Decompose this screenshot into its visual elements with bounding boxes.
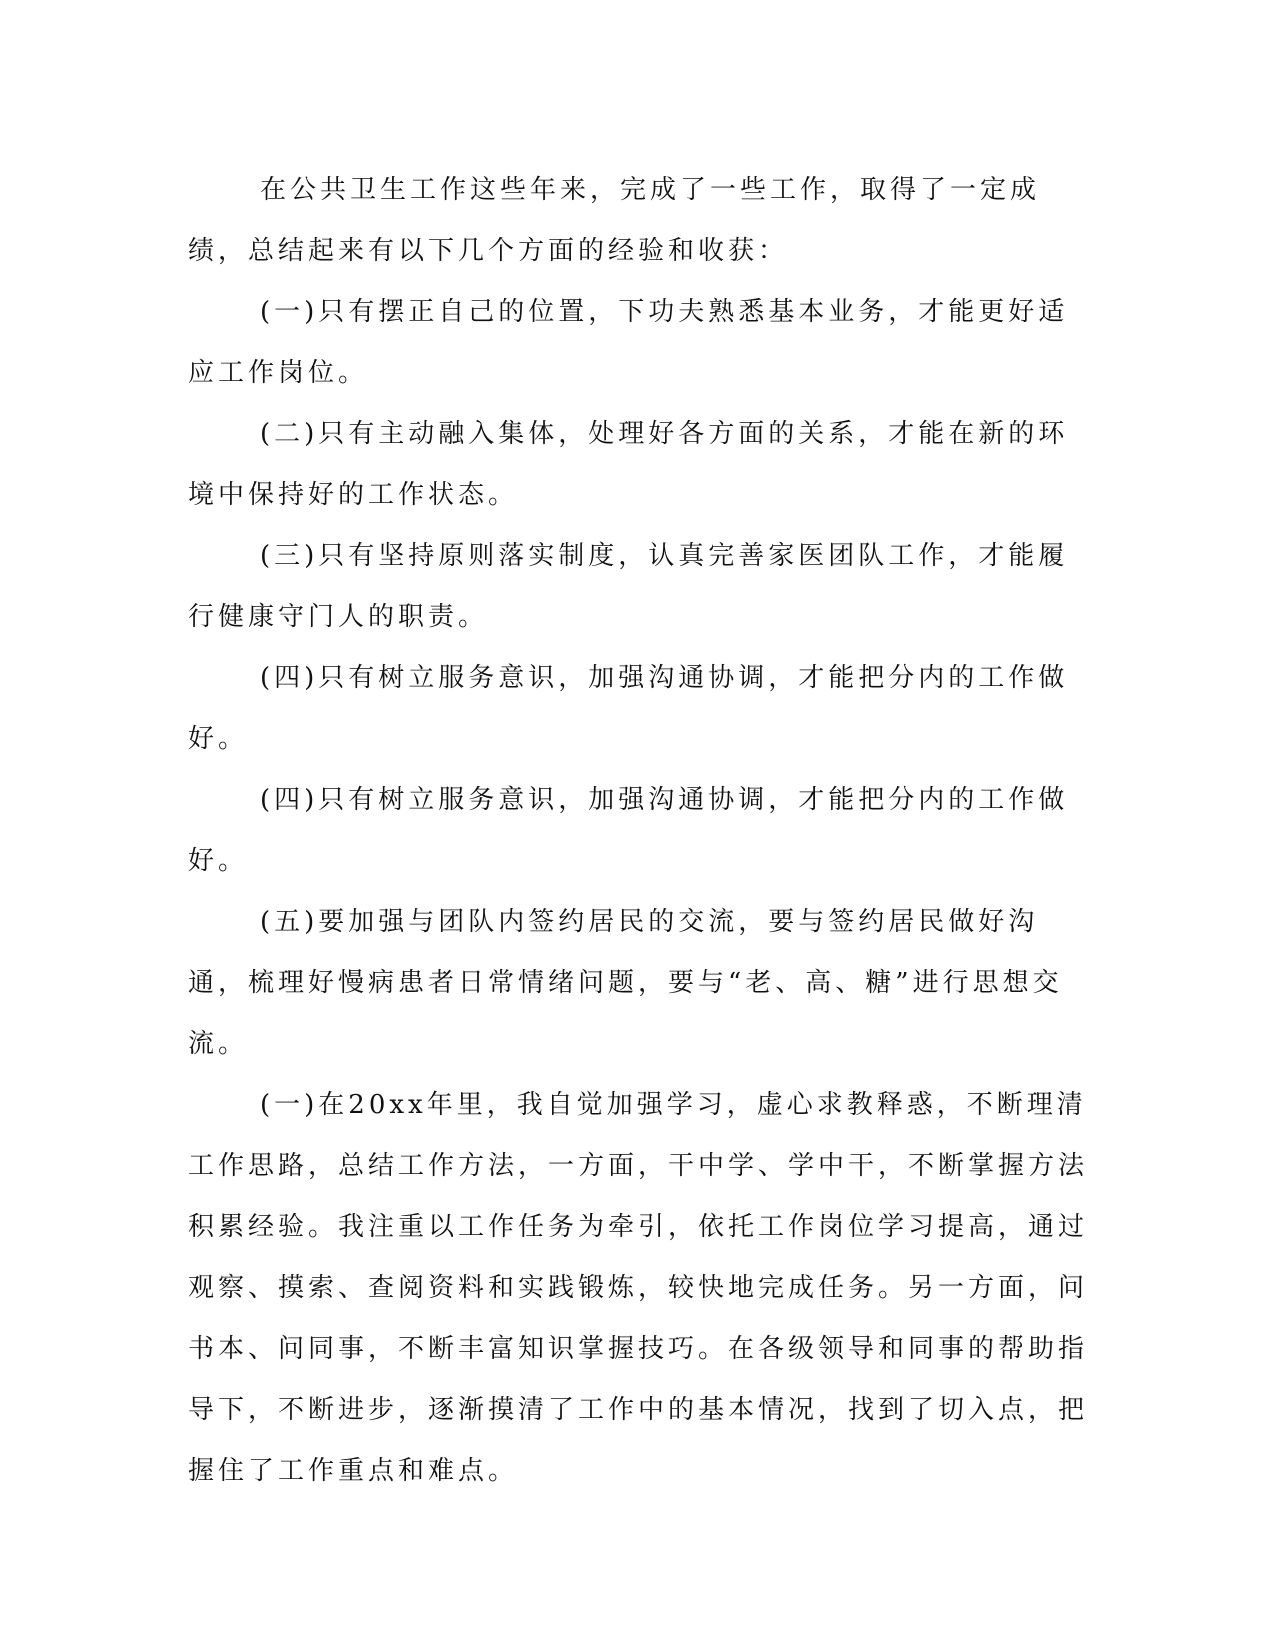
paragraph-intro: 在公共卫生工作这些年来，完成了一些工作，取得了一定成绩，总结起来有以下几个方面的经验和收获：: [188, 175, 1041, 266]
paragraph-point-4: (四)只有树立服务意识，加强沟通协调，才能把分内的工作做好。: [188, 663, 1069, 754]
paragraph-study: (一)在20xx年里，我自觉加强学习，虚心求教释惑，不断理清工作思路，总结工作方法，一方面，干中学、学中干，不断掌握方法积累经验。我注重以工作任务为牵引，依托工作岗位学习提高，通过观察、摸索、查阅资料和实践锻炼，较快地完成任务。另一方面，问书本、问同事，不断丰富知识掌握技巧。在各级领导和同事的帮助指导下，不断进步，逐渐摸清了工作中的基本情况，找到了切入点，把握住了工作重点和难点。: [188, 1090, 1089, 1486]
paragraph-point-5: (五)要加强与团队内签约居民的交流，要与签约居民做好沟通，梳理好慢病患者日常情绪问题，要与“老、高、糖”进行思想交流。: [188, 907, 1063, 1059]
paragraph-point-3: (三)只有坚持原则落实制度，认真完善家医团队工作，才能履行健康守门人的职责。: [188, 541, 1069, 632]
paragraph-point-2: (二)只有主动融入集体，处理好各方面的关系，才能在新的环境中保持好的工作状态。: [188, 419, 1069, 510]
paragraph-point-1: (一)只有摆正自己的位置，下功夫熟悉基本业务，才能更好适应工作岗位。: [188, 297, 1069, 388]
document-body: [188, 160, 1088, 1502]
paragraph-point-4-repeat: (四)只有树立服务意识，加强沟通协调，才能把分内的工作做好。: [188, 785, 1069, 876]
